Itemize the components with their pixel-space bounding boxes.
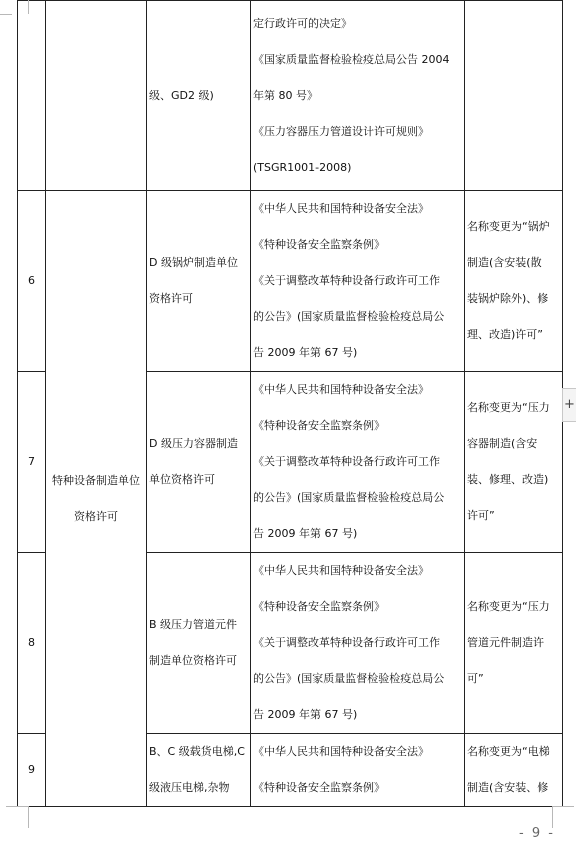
crop-mark <box>552 806 574 807</box>
basis-cell <box>251 191 465 372</box>
note-line: 装锅炉除外)、修 <box>467 292 549 305</box>
note-line: 制造(含安装、修 <box>467 781 549 794</box>
crop-mark <box>28 0 29 14</box>
basis-line: 《中华人民共和国特种设备安全法》 <box>253 745 429 758</box>
note-line: 名称变更为“电梯 <box>467 745 550 758</box>
item-line: B、C 级载货电梯,C <box>149 745 245 758</box>
page-number: - 9 - <box>519 826 555 841</box>
item-line: 制造单位资格许可 <box>149 654 237 667</box>
item-line: B 级压力管道元件 <box>149 618 238 631</box>
permit-table <box>17 0 563 807</box>
item-line: D 级锅炉制造单位 <box>149 256 238 269</box>
note-cell <box>465 553 563 734</box>
basis-line: 《特种设备安全监察条例》 <box>253 600 385 613</box>
note-cell <box>465 734 563 807</box>
item-line: 级液压电梯,杂物 <box>149 781 230 794</box>
basis-line: 的公告》(国家质量监督检验检疫总局公 <box>253 672 445 685</box>
note-cell <box>465 372 563 553</box>
note-cell <box>465 1 563 191</box>
note-cell <box>465 191 563 372</box>
basis-line: 《特种设备安全监察条例》 <box>253 238 385 251</box>
note-line: 制造(含安装(散 <box>467 256 542 269</box>
basis-line: 的公告》(国家质量监督检验检疫总局公 <box>253 310 445 323</box>
basis-line: 年第 80 号》 <box>253 88 318 102</box>
crop-mark <box>0 14 12 15</box>
row-number: 7 <box>18 372 46 553</box>
row-number <box>18 1 46 191</box>
basis-line: 《压力容器压力管道设计许可规则》 <box>253 124 429 138</box>
table-row <box>18 191 563 372</box>
basis-line: 《中华人民共和国特种设备安全法》 <box>253 564 429 577</box>
note-line: 许可” <box>467 509 495 522</box>
note-line: 名称变更为“压力 <box>467 401 550 414</box>
note-line: 装、修理、改造) <box>467 473 549 486</box>
crop-mark <box>552 806 553 828</box>
basis-line: 《中华人民共和国特种设备安全法》 <box>253 383 429 396</box>
note-line: 可” <box>467 672 484 685</box>
category-cell-continued <box>46 1 147 191</box>
item-line: D 级压力容器制造 <box>149 437 238 450</box>
crop-mark <box>6 806 28 807</box>
note-line: 容器制造(含安 <box>467 437 538 450</box>
crop-mark <box>28 806 29 828</box>
category-line: 资格许可 <box>74 509 118 523</box>
row-number: 6 <box>18 191 46 372</box>
item-cell <box>147 191 251 372</box>
basis-line: 《关于调整改革特种设备行政许可工作 <box>253 636 440 649</box>
basis-line: 告 2009 年第 67 号) <box>253 708 358 721</box>
item-cell <box>147 734 251 807</box>
plus-icon[interactable]: + <box>562 388 576 422</box>
category-line: 特种设备制造单位 <box>52 473 140 487</box>
basis-cell <box>251 553 465 734</box>
table-row <box>18 1 563 191</box>
row-number: 9 <box>18 734 46 807</box>
row-number: 8 <box>18 553 46 734</box>
basis-cell <box>251 1 465 191</box>
basis-line: 《关于调整改革特种设备行政许可工作 <box>253 455 440 468</box>
basis-line: (TSGR1001-2008) <box>253 160 352 174</box>
item-line: 级、GD2 级) <box>149 88 214 102</box>
note-line: 名称变更为“锅炉 <box>467 220 550 233</box>
note-line: 理、改造)许可” <box>467 328 543 341</box>
basis-line: 《中华人民共和国特种设备安全法》 <box>253 202 429 215</box>
basis-line: 的公告》(国家质量监督检验检疫总局公 <box>253 491 445 504</box>
basis-line: 告 2009 年第 67 号) <box>253 527 358 540</box>
note-line: 管道元件制造许 <box>467 636 544 649</box>
basis-line: 定行政许可的决定》 <box>253 16 352 30</box>
basis-line: 告 2009 年第 67 号) <box>253 346 358 359</box>
basis-line: 《特种设备安全监察条例》 <box>253 419 385 432</box>
basis-cell <box>251 734 465 807</box>
item-cell <box>147 372 251 553</box>
note-line: 名称变更为“压力 <box>467 600 550 613</box>
merged-category-cell <box>46 191 147 807</box>
basis-line: 《特种设备安全监察条例》 <box>253 781 385 794</box>
basis-line: 《国家质量监督检验检疫总局公告 2004 <box>253 52 450 66</box>
basis-cell <box>251 372 465 553</box>
item-line: 单位资格许可 <box>149 473 215 486</box>
item-cell <box>147 553 251 734</box>
basis-line: 《关于调整改革特种设备行政许可工作 <box>253 274 440 287</box>
item-line: 资格许可 <box>149 292 193 305</box>
item-cell <box>147 1 251 191</box>
